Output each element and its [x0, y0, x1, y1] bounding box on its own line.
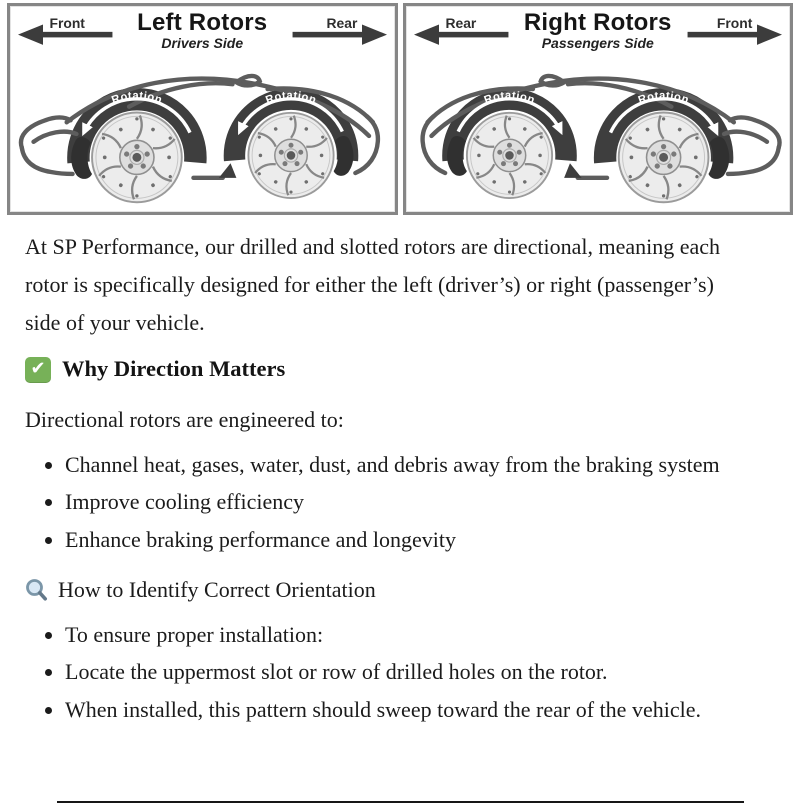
- article-body: [0, 228, 800, 728]
- why-direction-heading: [25, 350, 745, 389]
- identify-steps-list: [25, 616, 735, 728]
- front-rotation-text: Rotation: [110, 89, 164, 107]
- right-panel-title: Right Rotors: [523, 9, 672, 36]
- left-panel-title: Left Rotors: [137, 9, 268, 36]
- front-arrow-right-icon: [682, 13, 782, 47]
- mirrored-car-group: [422, 76, 779, 202]
- list-item: • When installed, this pattern should sweep toward the rear of the vehicle.: [65, 691, 735, 728]
- rear-rotation-text: Rotation: [482, 89, 536, 107]
- list-item: • Locate the uppermost slot or row of drilled holes on the rotor.: [65, 653, 735, 690]
- rear-label: Rear: [326, 15, 357, 32]
- magnifier-icon: [25, 578, 49, 603]
- left-panel-header: [10, 6, 395, 52]
- list-item: • To ensure proper installation:: [65, 616, 735, 653]
- list-item: • Enhance braking performance and longevity: [65, 521, 735, 558]
- list-item: • Channel heat, gases, water, dust, and debris away from the braking system: [65, 446, 735, 483]
- right-car-illustration: [406, 54, 791, 212]
- why-direction-heading-text: Why Direction Matters: [62, 356, 286, 382]
- front-label: Front: [49, 15, 85, 32]
- identify-heading: [25, 571, 745, 609]
- left-panel-subtitle: Drivers Side: [161, 35, 244, 52]
- right-panel-header: [406, 6, 791, 52]
- list-item: • Improve cooling efficiency: [65, 483, 735, 520]
- rear-rotation-text: Rotation: [264, 89, 318, 107]
- rotor-direction-diagram: [7, 3, 793, 215]
- left-rotors-panel: [7, 3, 398, 215]
- front-rotation-text: Rotation: [636, 89, 690, 107]
- front-label: Front: [716, 15, 753, 32]
- page: [0, 3, 800, 803]
- rear-label: Rear: [444, 15, 476, 32]
- left-car-illustration: [10, 54, 395, 212]
- intro-paragraph: At SP Performance, our drilled and slotted rotors are directional, meaning each rotor is specifically designed for either the left (driver’s) or right (passenger’s) side of your vehicle.: [25, 234, 721, 335]
- check-mark-icon: ✔: [25, 357, 51, 383]
- right-rotors-panel: [403, 3, 794, 215]
- benefits-list: [25, 446, 735, 558]
- rear-arrow-right-icon: [287, 13, 387, 47]
- identify-heading-text: How to Identify Correct Orientation: [58, 577, 376, 603]
- engineered-lead: Directional rotors are engineered to:: [25, 407, 344, 433]
- right-panel-subtitle: Passengers Side: [541, 35, 654, 52]
